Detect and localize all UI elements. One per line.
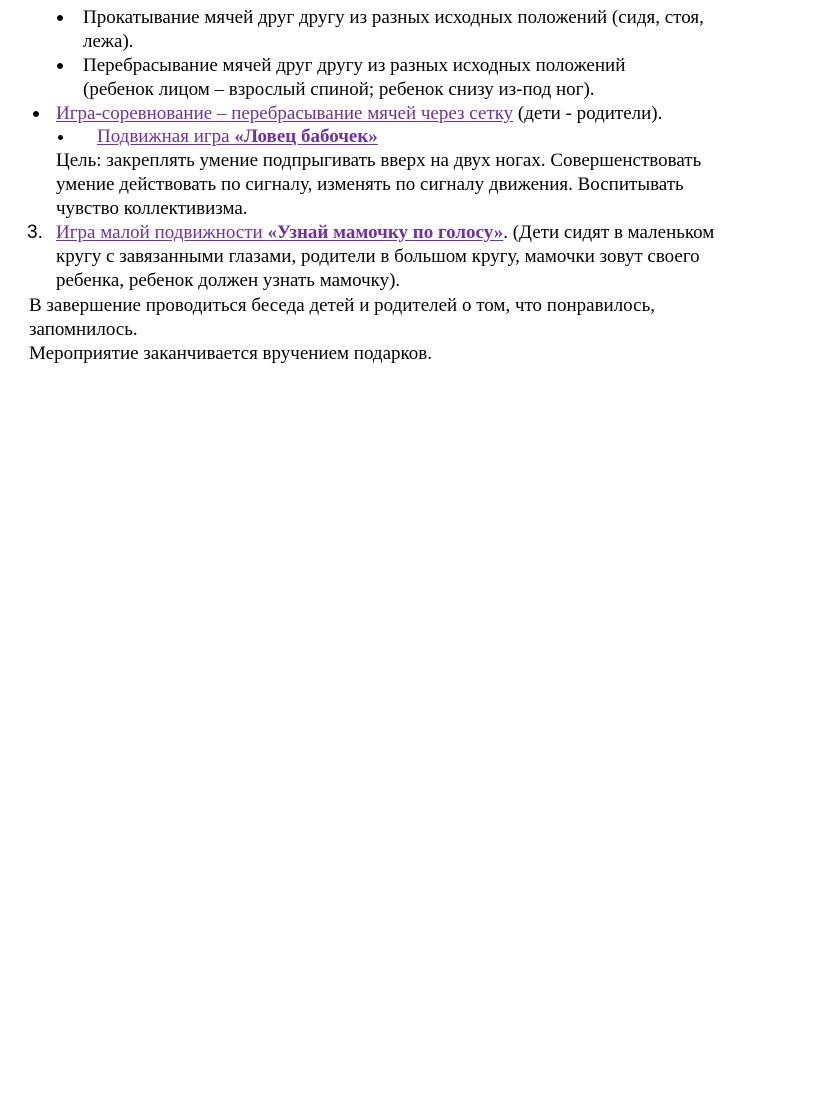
list-number: 3. xyxy=(27,222,43,243)
list-item xyxy=(97,125,378,149)
guess-mom-game-title: «Узнай мамочку по голосу» xyxy=(267,222,504,243)
bullet-icon xyxy=(58,135,63,140)
closing-text: запомнилось. xyxy=(29,319,138,340)
guess-mom-game-after: . (Дети сидят в маленьком xyxy=(503,222,715,243)
closing-text: В завершение проводиться беседа детей и родителей о том, что понравилось, xyxy=(29,295,656,316)
game-competition-link[interactable]: Игра-соревнование – перебрасывание мячей через сетку xyxy=(56,103,514,124)
list-item-text: Перебрасывание мячей друг другу из разных исходных положений xyxy=(83,55,626,76)
closing-text: Мероприятие заканчивается вручением подарков. xyxy=(29,343,433,364)
bullet-icon xyxy=(57,15,63,21)
list-item-text: (ребенок лицом – взрослый спиной; ребенок снизу из-под ног). xyxy=(83,79,595,100)
goal-text: Цель: закреплять умение подпрыгивать вверх на двух ногах. Совершенствовать xyxy=(56,150,702,171)
list-item-text: Прокатывание мячей друг другу из разных исходных положений (сидя, стоя, xyxy=(83,7,704,28)
list-item xyxy=(56,102,662,126)
bullet-icon xyxy=(33,111,39,117)
guess-mom-game-link[interactable] xyxy=(56,222,503,243)
list-item-text: кругу с завязанными глазами, родители в большом кругу, мамочки зовут своего xyxy=(56,246,700,267)
list-item-text: ребенка, ребенок должен узнать мамочку). xyxy=(56,270,401,291)
list-item-text: лежа). xyxy=(83,31,134,52)
bullet-icon xyxy=(57,63,63,69)
mobile-game-link[interactable] xyxy=(97,126,378,147)
mobile-game-prefix: Подвижная игра xyxy=(97,126,235,147)
goal-text: чувство коллективизма. xyxy=(56,198,248,219)
guess-mom-game-prefix: Игра малой подвижности xyxy=(56,222,268,243)
goal-text: умение действовать по сигналу, изменять по сигналу движения. Воспитывать xyxy=(56,174,684,195)
mobile-game-title: «Ловец бабочек» xyxy=(234,126,378,147)
list-item xyxy=(56,221,714,245)
game-competition-suffix: (дети - родители). xyxy=(513,103,663,124)
